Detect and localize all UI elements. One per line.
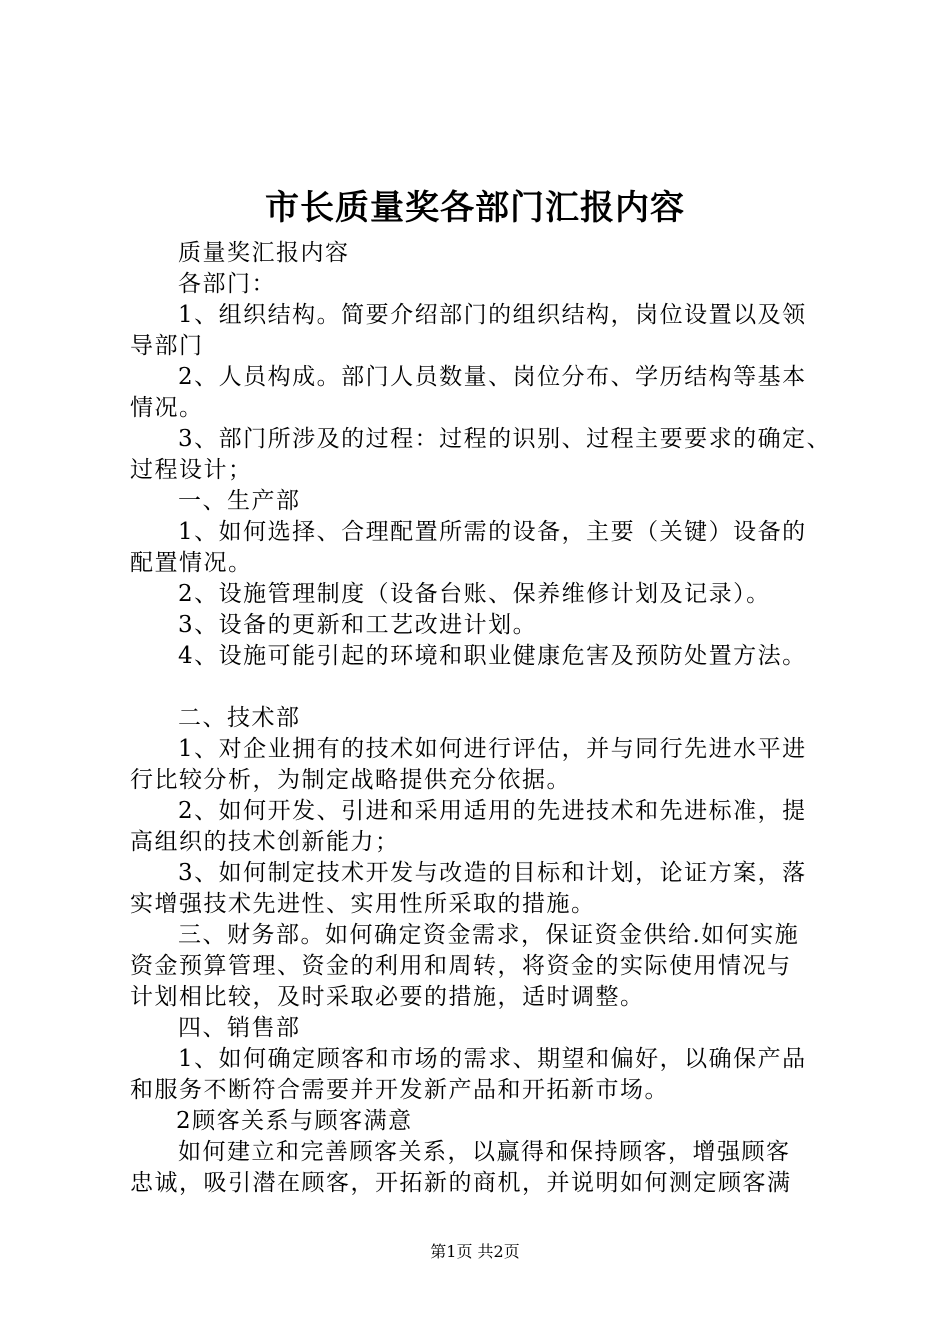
paragraph-line: 2、设施管理制度（设备台账、保养维修计划及记录）。 — [178, 581, 771, 607]
section-heading: 一、生产部 — [178, 488, 301, 514]
paragraph-line: 4、设施可能引起的环境和职业健康危害及预防处置方法。 — [178, 643, 807, 669]
paragraph-line: 如何建立和完善顾客关系，以赢得和保持顾客，增强顾客 — [178, 1139, 791, 1165]
paragraph-line: 三、财务部。如何确定资金需求，保证资金供给.如何实施 — [178, 922, 800, 948]
paragraph-line: 质量奖汇报内容 — [178, 240, 350, 266]
document-title: 市长质量奖各部门汇报内容 — [265, 188, 685, 228]
page-footer: 第1页 共2页 — [430, 1242, 520, 1261]
paragraph-line: 实增强技术先进性、实用性所采取的措施。 — [130, 891, 596, 917]
paragraph-line: 3、设备的更新和工艺改进计划。 — [178, 612, 538, 638]
paragraph-line: 1、对企业拥有的技术如何进行评估，并与同行先进水平进 — [178, 736, 807, 762]
paragraph-line: 1、如何选择、合理配置所需的设备，主要（关键）设备的 — [178, 519, 807, 545]
paragraph-line: 计划相比较，及时采取必要的措施，适时调整。 — [130, 984, 645, 1010]
paragraph-line: 导部门 — [130, 333, 204, 359]
document-body — [130, 238, 832, 1199]
paragraph-line: 情况。 — [130, 395, 204, 421]
section-heading: 二、技术部 — [178, 705, 301, 731]
blank-line — [130, 672, 832, 703]
paragraph-line: 忠诚，吸引潜在顾客，开拓新的商机，并说明如何测定顾客满 — [130, 1170, 792, 1196]
paragraph-line: 资金预算管理、资金的利用和周转，将资金的实际使用情况与 — [130, 953, 792, 979]
paragraph-line: 2、人员构成。部门人员数量、岗位分布、学历结构等基本 — [178, 364, 807, 390]
paragraph-line: 过程设计； — [130, 457, 253, 483]
paragraph-line: 配置情况。 — [130, 550, 253, 576]
subsection-heading: 2顾客关系与顾客满意 — [176, 1108, 413, 1134]
paragraph-line: 2、如何开发、引进和采用适用的先进技术和先进标准，提 — [178, 798, 807, 824]
paragraph-line: 3、部门所涉及的过程：过程的识别、过程主要要求的确定、 — [178, 426, 832, 452]
section-heading: 四、销售部 — [178, 1015, 301, 1041]
paragraph-line: 各部门： — [178, 271, 276, 297]
paragraph-line: 行比较分析，为制定战略提供充分依据。 — [130, 767, 571, 793]
paragraph-line: 1、如何确定顾客和市场的需求、期望和偏好，以确保产品 — [178, 1046, 807, 1072]
paragraph-line: 3、如何制定技术开发与改造的目标和计划，论证方案，落 — [178, 860, 807, 886]
paragraph-line: 1、组织结构。简要介绍部门的组织结构，岗位设置以及领 — [178, 302, 807, 328]
paragraph-line: 和服务不断符合需要并开发新产品和开拓新市场。 — [130, 1077, 669, 1103]
paragraph-line: 高组织的技术创新能力； — [130, 829, 400, 855]
